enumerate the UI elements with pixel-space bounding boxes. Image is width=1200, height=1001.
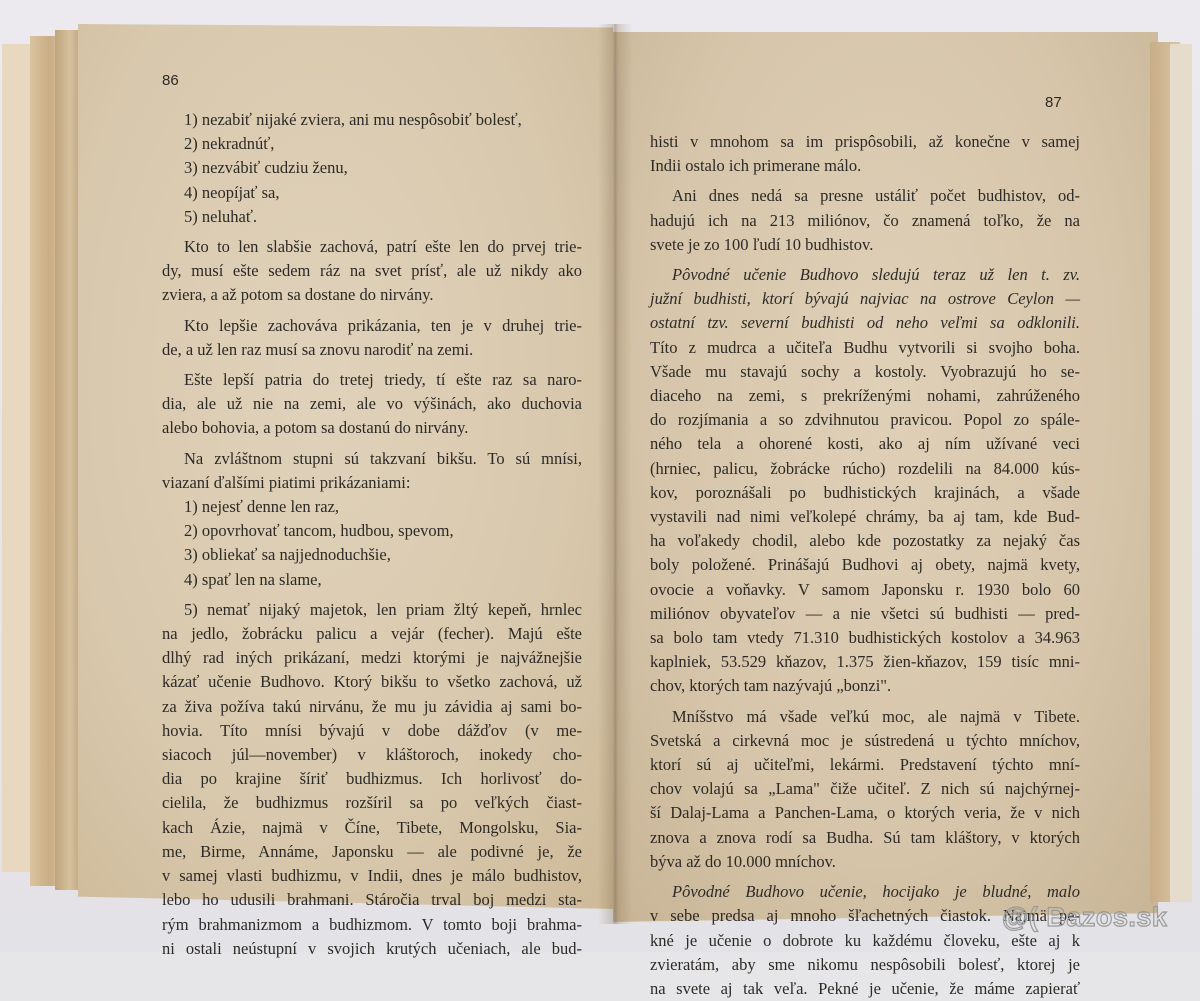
text-line: kaplniek, 53.529 kňazov, 1.375 žien-kňazov, 159 tisíc mni- [650, 652, 1080, 672]
text-line: na svete aj tak veľa. Pekné je učenie, že máme zapierať [650, 978, 1080, 998]
text-line: v samej vlasti budhizmu, v Indii, dnes je málo budhistov, [162, 866, 582, 886]
text-line: 4) neopíjať sa, [184, 182, 280, 202]
text-line: ší Dalaj-Lama a Panchen-Lama, o ktorých veria, že v nich [650, 803, 1080, 823]
text-line: 5) neluhať. [184, 206, 258, 226]
text-line: Pôvodné Budhovo učenie, hocijako je bludné, malo [672, 882, 1080, 902]
text-line: 4) spať len na slame, [184, 569, 322, 589]
text-line: boly položené. Prinášajú Budhovi aj obety, najmä kvety, [650, 555, 1080, 575]
text-line: svete je zo 100 ľudí 10 budhistov. [650, 234, 874, 254]
text-line: 1) nezabiť nijaké zviera, ani mu nespôsobiť bolesť, [184, 110, 522, 129]
text-line: za živa požíva takú nirvánu, že mu ju závidia aj sami bo- [162, 696, 582, 716]
text-line: me, Birme, Annáme, Japonsku — ale podivné je, že [162, 841, 582, 861]
text-line: ného tela a ohorené kosti, ako aj ním užívané veci [650, 434, 1080, 454]
text-line: dia, ale už nie na zemi, ale vo výšinách, ako duchovia [162, 394, 582, 414]
bazos-watermark: @( Bazos.sk [1002, 902, 1168, 932]
text-line: ostatní tzv. severní budhisti od neho veľmi sa odklonili. [650, 313, 1080, 333]
text-line: ktorí sú aj učiteľmi, lekármi. Predstavení týchto mní- [650, 755, 1080, 775]
text-line: kach Ázie, najmä v Číne, Tibete, Mongolsku, Sia- [162, 817, 582, 837]
book-gutter [598, 24, 632, 924]
text-line: ovocie a voňavky. V samom Japonsku r. 1930 bolo 60 [650, 579, 1080, 599]
text-line: kné je učenie o dobrote ku každému človeku, ešte aj k [650, 930, 1080, 950]
text-line: Všade mu stavajú sochy a kostoly. Vyobrazujú ho se- [650, 361, 1080, 381]
text-line: Svetská a cirkevná moc je sústredená u týchto mníchov, [650, 730, 1080, 750]
text-line: býva až do 10.000 mníchov. [650, 851, 836, 871]
right-page-text [650, 130, 1080, 1001]
text-line: ni ostali neústupní v svojich krutých učeniach, ale bud- [162, 938, 582, 958]
text-line: dlhý rad iných prikázaní, medzi ktorými je najvážnejšie [162, 648, 582, 668]
text-line: Títo z mudrca a učiteľa Budhu vytvorili si svojho boha. [650, 337, 1080, 357]
text-line: na jedlo, žobrácku palicu a vejár (fecher). Majú ešte [162, 624, 582, 644]
text-line: zviera, a až potom sa dostane do nirvány. [162, 285, 434, 305]
text-line: de, a už len raz musí sa znovu narodiť na zemi. [162, 339, 474, 359]
text-line: dia po krajine šíriť budhizmus. Ich horlivosť do- [162, 769, 582, 789]
text-line: vystavili nad nimi veľkolepé chrámy, ba aj tam, kde Bud- [650, 507, 1080, 527]
text-line: Ani dnes nedá sa presne ustáliť počet budhistov, od- [672, 186, 1080, 206]
text-line: južní budhisti, ktorí bývajú najviac na ostrove Ceylon — [650, 289, 1080, 309]
text-line: Indii ostalo ich primerane málo. [650, 156, 862, 176]
text-line: hadujú ich na 213 miliónov, čo znamená toľko, že na [650, 210, 1080, 230]
text-line: zvieratám, aby sme nikomu nespôsobili bolesť, ktorej je [650, 954, 1080, 974]
left-page-number: 86 [162, 72, 179, 89]
text-line: 5) nemať nijaký majetok, len priam žltý kepeň, hrnlec [184, 599, 582, 619]
text-line: Na zvláštnom stupni sú takzvaní bikšu. To sú mnísi, [184, 448, 582, 468]
text-line: kázať učenie Budhovo. Ktorý bikšu to všetko zachová, už [162, 672, 582, 692]
text-line: viazaní ďalšími piatimi prikázaniami: [162, 472, 411, 492]
text-line: siacoch júl—november) v kláštoroch, inokedy cho- [162, 745, 582, 765]
text-line: miliónov obyvateľov — a nie všetci sú budhisti — pred- [650, 603, 1080, 623]
text-line: cielila, že budhizmus rozšíril sa po veľkých čiast- [162, 793, 582, 813]
text-line: Kto lepšie zachováva prikázania, ten je v druhej trie- [184, 315, 582, 335]
left-page-text [162, 108, 582, 961]
text-line: lebo ho udusili brahmani. Stáročia trval boj medzi sta- [162, 890, 582, 910]
text-line: rým brahmanizmom a budhizmom. V tomto boji brahma- [162, 914, 582, 934]
text-line: chov volajú sa „Lama" čiže učiteľ. Z nich sú najchýrnej- [650, 779, 1080, 799]
text-line: ha voľakedy chodil, alebo kde pozostatky za nejaký čas [650, 531, 1080, 551]
text-line: alebo bohovia, a potom sa dostanú do nirvány. [162, 418, 469, 438]
text-line: znova a znova rodí sa Budha. Sú tam kláštory, v ktorých [650, 827, 1080, 847]
text-line: v sebe predsa aj mnoho šľachetných čiastok. Najmä pe- [650, 906, 1080, 926]
text-line: chov, ktorých tam nazývajú „bonzi". [650, 676, 892, 696]
text-line: do rozjímania a so zdvihnutou pravicou. Popol zo spále- [650, 410, 1080, 430]
text-line: histi v mnohom sa im prispôsobili, až konečne v samej [650, 132, 1080, 151]
text-line: diaceho na zemi, s prekríženými nohami, zahrúženého [650, 386, 1080, 406]
text-line: Ešte lepší patria do tretej triedy, tí ešte raz sa naro- [184, 370, 582, 390]
text-line: kov, poroznášali po budhistických krajinách, a všade [650, 482, 1080, 502]
text-line: Pôvodné učenie Budhovo sledujú teraz už len t. zv. [672, 265, 1080, 285]
text-line: 2) opovrhovať tancom, hudbou, spevom, [184, 521, 454, 541]
text-line: (hrniec, palicu, žobrácke rúcho) rozdelili na 84.000 kús- [650, 458, 1080, 478]
text-line: 3) obliekať sa najjednoduchšie, [184, 545, 391, 565]
text-line: hovia. Títo mnísi bývajú v dobe dážďov (v me- [162, 720, 582, 740]
right-page-stack-edge [1170, 44, 1192, 902]
text-line: 2) nekradnúť, [184, 134, 275, 154]
text-line: Mníšstvo má všade veľkú moc, ale najmä v Tibete. [672, 706, 1080, 726]
text-line: 3) nezvábiť cudziu ženu, [184, 158, 348, 178]
text-line: sa bolo tam vtedy 71.310 budhistických kostolov a 34.963 [650, 628, 1080, 648]
text-line: Kto to len slabšie zachová, patrí ešte len do prvej trie- [184, 237, 582, 257]
text-line: dy, musí ešte sedem ráz na svet prísť, ale už nikdy ako [162, 261, 582, 281]
right-page-number: 87 [1045, 94, 1062, 111]
text-line: 1) nejesť denne len raz, [184, 497, 340, 517]
